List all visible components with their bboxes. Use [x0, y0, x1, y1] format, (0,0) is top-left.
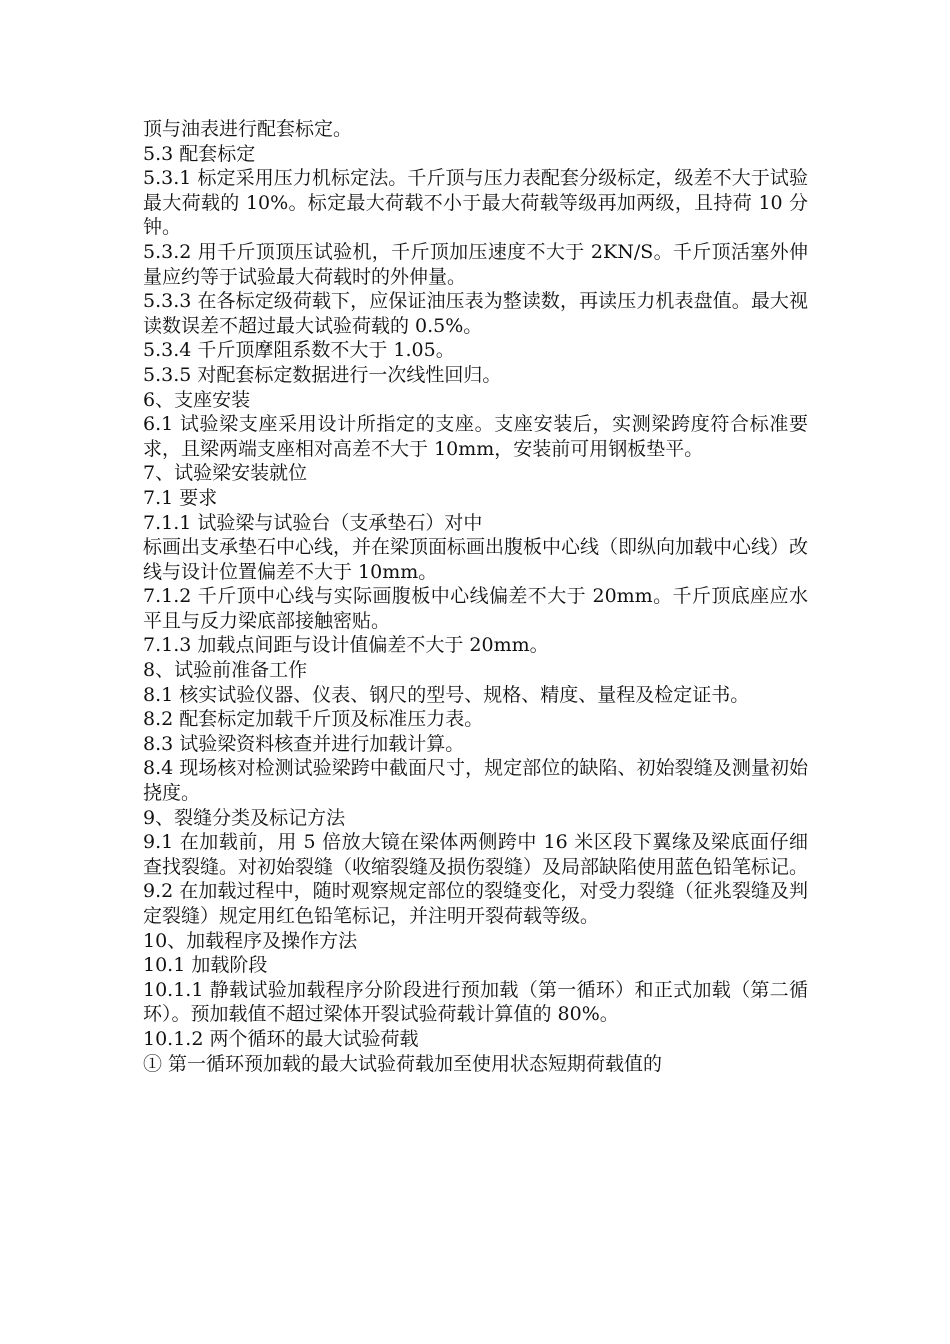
paragraph: 8.2 配套标定加载千斤顶及标准压力表。	[143, 708, 484, 731]
paragraph: 6.1 试验梁支座采用设计所指定的支座。支座安装后，实测梁跨度符合标准要求，且梁两端支座相对高差不大于 10mm，安装前可用钢板垫平。	[143, 413, 808, 460]
paragraph: 5.3.2 用千斤顶顶压试验机，千斤顶加压速度不大于 2KN/S。千斤顶活塞外伸量应约等于试验最大荷载时的外伸量。	[143, 240, 808, 288]
document-body	[143, 117, 808, 1076]
paragraph: 10.1.1 静载试验加载程序分阶段进行预加载（第一循环）和正式加载（第二循环）。预加载值不超过梁体开裂试验荷载计算值的 80%。	[143, 978, 808, 1026]
section-heading: 6、支座安装	[143, 388, 251, 411]
section-heading: 7、试验梁安装就位	[143, 462, 308, 485]
paragraph: 9.2 在加载过程中，随时观察规定部位的裂缝变化，对受力裂缝（征兆裂缝及判定裂缝）规定用红色铅笔标记，并注明开裂荷载等级。	[143, 880, 808, 927]
paragraph: ① 第一循环预加载的最大试验荷载加至使用状态短期荷载值的	[143, 1052, 663, 1075]
section-heading: 10、加载程序及操作方法	[143, 929, 358, 952]
paragraph: 标画出支承垫石中心线，并在梁顶面标画出腹板中心线（即纵向加载中心线）改线与设计位置偏差不大于 10mm。	[143, 536, 809, 583]
paragraph: 5.3.3 在各标定级荷载下，应保证油压表为整读数，再读压力机表盘值。最大视读数误差不超过最大试验荷载的 0.5%。	[143, 290, 808, 337]
paragraph: 5.3.4 千斤顶摩阻系数不大于 1.05。	[143, 339, 455, 362]
section-heading: 5.3 配套标定	[143, 142, 256, 165]
paragraph: 7.1.2 千斤顶中心线与实际画腹板中心线偏差不大于 20mm。千斤顶底座应水平且与反力梁底部接触密贴。	[143, 585, 808, 632]
paragraph: 5.3.5 对配套标定数据进行一次线性回归。	[143, 363, 502, 386]
subsection-heading: 10.1 加载阶段	[143, 954, 268, 977]
paragraph: 顶与油表进行配套标定。	[143, 118, 353, 140]
paragraph: 7.1.3 加载点间距与设计值偏差不大于 20mm。	[143, 634, 549, 657]
paragraph: 5.3.1 标定采用压力机标定法。千斤顶与压力表配套分级标定，级差不大于试验最大荷载的 10%。标定最大荷载不小于最大荷载等级再加两级，且持荷 10 分钟。	[143, 167, 808, 239]
section-heading: 9、裂缝分类及标记方法	[143, 806, 346, 829]
paragraph: 10.1.2 两个循环的最大试验荷载	[143, 1027, 419, 1050]
subsection-heading: 7.1 要求	[143, 486, 218, 509]
paragraph: 8.4 现场核对检测试验梁跨中截面尺寸，规定部位的缺陷、初始裂缝及测量初始挠度。	[143, 757, 808, 805]
paragraph: 8.1 核实试验仪器、仪表、钢尺的型号、规格、精度、量程及检定证书。	[143, 683, 750, 706]
paragraph: 9.1 在加载前，用 5 倍放大镜在梁体两侧跨中 16 米区段下翼缘及梁底面仔细查找裂缝。对初始裂缝（收缩裂缝及损伤裂缝）及局部缺陷使用蓝色铅笔标记。	[143, 831, 809, 878]
paragraph: 7.1.1 试验梁与试验台（支承垫石）对中	[143, 511, 483, 534]
paragraph: 8.3 试验梁资料核查并进行加载计算。	[143, 732, 465, 755]
section-heading: 8、试验前准备工作	[143, 659, 308, 682]
